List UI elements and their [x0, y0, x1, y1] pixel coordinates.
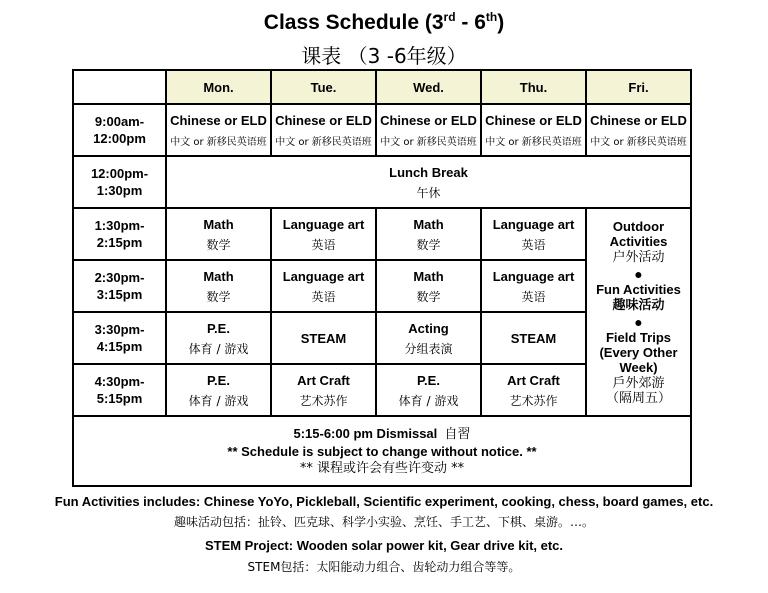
day-header-fri: Fri. — [586, 70, 691, 104]
class-cell: STEAM — [481, 312, 586, 364]
schedule-change-notice: ** Schedule is subject to change without notice. ** — [227, 444, 537, 459]
fun-activities-zh: 趣味活动 — [612, 297, 665, 313]
class-cell: Math 数学 — [166, 208, 271, 260]
time-cell: 2:30pm- 3:15pm — [73, 260, 166, 312]
time-cell: 3:30pm- 4:15pm — [73, 312, 166, 364]
lunch-cell: Lunch Break 午休 — [166, 156, 691, 208]
table-row — [73, 104, 691, 156]
corner-cell — [73, 70, 166, 104]
class-cell: Art Craft 艺术苏作 — [271, 364, 376, 416]
class-cell: Chinese or ELD 中文 or 新移民英语班 — [481, 104, 586, 156]
class-cell: P.E. 体育 / 游戏 — [166, 312, 271, 364]
dismissal-row — [73, 416, 691, 486]
outdoor-activities-label: Outdoor Activities — [609, 218, 668, 249]
class-cell: P.E. 体育 / 游戏 — [376, 364, 481, 416]
day-header-wed: Wed. — [376, 70, 481, 104]
page-subtitle-chinese: 课表 （3 -6年级） — [301, 44, 467, 68]
schedule-table — [72, 69, 692, 487]
class-cell: Art Craft 艺术苏作 — [481, 364, 586, 416]
time-cell: 12:00pm- 1:30pm — [73, 156, 166, 208]
dismissal-cell — [73, 416, 691, 486]
page-title: Class Schedule (3rd - 6th) — [263, 10, 505, 34]
day-header-mon: Mon. — [166, 70, 271, 104]
class-cell: Acting 分组表演 — [376, 312, 481, 364]
fun-activities-note: Fun Activities includes: Chinese YoYo, Pickleball, Scientific experiment, cooking, chess, board games, etc. — [54, 494, 714, 509]
header-row — [73, 70, 691, 104]
time-cell: 9:00am- 12:00pm — [73, 104, 166, 156]
class-cell: Language art 英语 — [481, 208, 586, 260]
stem-project-note: STEM Project: Wooden solar power kit, Gear drive kit, etc. — [204, 538, 564, 553]
class-cell: Chinese or ELD 中文 or 新移民英语班 — [166, 104, 271, 156]
friday-afternoon-cell — [586, 208, 691, 416]
class-cell: Math 数学 — [166, 260, 271, 312]
class-cell: P.E. 体育 / 游戏 — [166, 364, 271, 416]
stem-project-note-zh: STEM包括：太阳能动力组合、齿轮动力组合等等。 — [247, 560, 521, 574]
class-cell: Chinese or ELD 中文 or 新移民英语班 — [271, 104, 376, 156]
table-row — [73, 208, 691, 260]
class-cell: Language art 英语 — [271, 260, 376, 312]
outdoor-activities-zh: 户外活动 — [612, 249, 665, 265]
class-cell: Language art 英语 — [271, 208, 376, 260]
class-cell: Chinese or ELD 中文 or 新移民英语班 — [586, 104, 691, 156]
bullet-icon: ● — [634, 313, 643, 330]
table-row — [73, 156, 691, 208]
class-cell: STEAM — [271, 312, 376, 364]
time-cell: 4:30pm- 5:15pm — [73, 364, 166, 416]
schedule-change-notice-zh: ** 课程或许会有些许变动 ** — [299, 461, 465, 476]
fun-activities-note-zh: 趣味活动包括：扯铃、匹克球、科学小实验、烹饪、手工艺、下棋、桌游。…。 — [173, 515, 594, 529]
field-trips-zh: 戶外郊游 （隔周五） — [605, 375, 671, 406]
day-header-tue: Tue. — [271, 70, 376, 104]
class-cell: Math 数学 — [376, 260, 481, 312]
class-cell: Language art 英语 — [481, 260, 586, 312]
field-trips-label: Field Trips (Every Other Week) — [599, 329, 678, 375]
time-cell: 1:30pm- 2:15pm — [73, 208, 166, 260]
bullet-icon: ● — [634, 265, 643, 282]
fun-activities-label: Fun Activities — [596, 281, 681, 297]
class-cell: Chinese or ELD 中文 or 新移民英语班 — [376, 104, 481, 156]
day-header-thu: Thu. — [481, 70, 586, 104]
class-cell: Math 数学 — [376, 208, 481, 260]
dismissal-line: 5:15-6:00 pm Dismissal 自習 — [293, 426, 471, 442]
